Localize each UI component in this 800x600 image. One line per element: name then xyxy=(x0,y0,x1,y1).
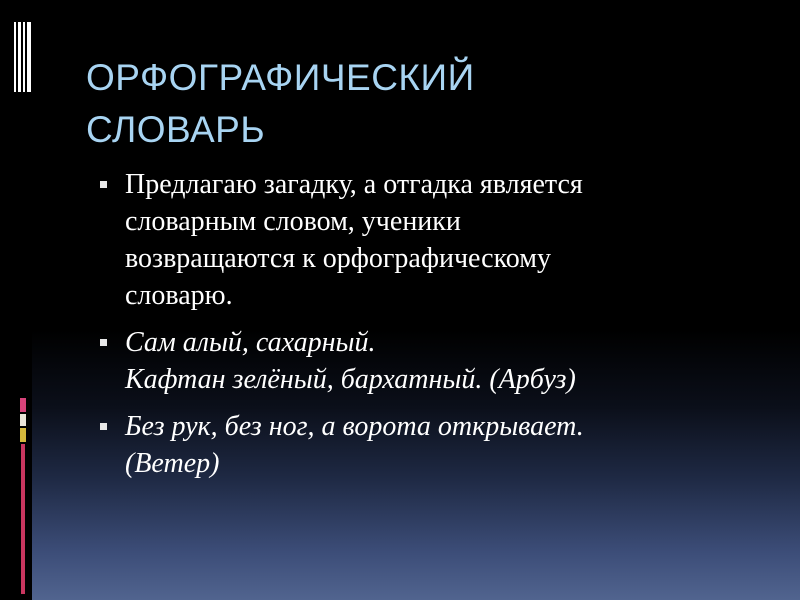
decor-mark-pink xyxy=(20,398,26,412)
decor-bar xyxy=(27,22,31,92)
decor-mark-yellow xyxy=(20,428,26,442)
square-bullet-icon xyxy=(100,339,107,346)
bullet-text-line: словарю. xyxy=(125,280,233,311)
decor-bar xyxy=(18,22,21,92)
decor-bar xyxy=(14,22,16,92)
square-bullet-icon xyxy=(100,423,107,430)
left-decor-strip xyxy=(0,0,32,600)
decor-bar xyxy=(23,22,25,92)
riddle-line: Сам алый, сахарный. xyxy=(125,327,376,358)
bullet-item xyxy=(100,408,760,482)
bullet-text-line: Предлагаю загадку, а отгадка является xyxy=(125,169,583,200)
bullet-text-line: словарным словом, ученики xyxy=(125,206,461,237)
decor-line-pink xyxy=(21,444,25,594)
riddle-line: (Ветер) xyxy=(125,448,220,479)
bullet-item xyxy=(100,324,760,398)
decor-mark-white xyxy=(20,414,26,426)
title-line: ОРФОГРАФИЧЕСКИЙ xyxy=(86,57,475,98)
slide-title xyxy=(86,52,766,156)
square-bullet-icon xyxy=(100,181,107,188)
riddle-line: Кафтан зелёный, бархатный. (Арбуз) xyxy=(125,364,576,395)
title-line: СЛОВАРЬ xyxy=(86,109,266,150)
bullet-list xyxy=(100,166,760,492)
bullet-text-line: возвращаются к орфографическому xyxy=(125,243,551,274)
bullet-item xyxy=(100,166,760,314)
riddle-line: Без рук, без ног, а ворота открывает. xyxy=(125,411,584,442)
